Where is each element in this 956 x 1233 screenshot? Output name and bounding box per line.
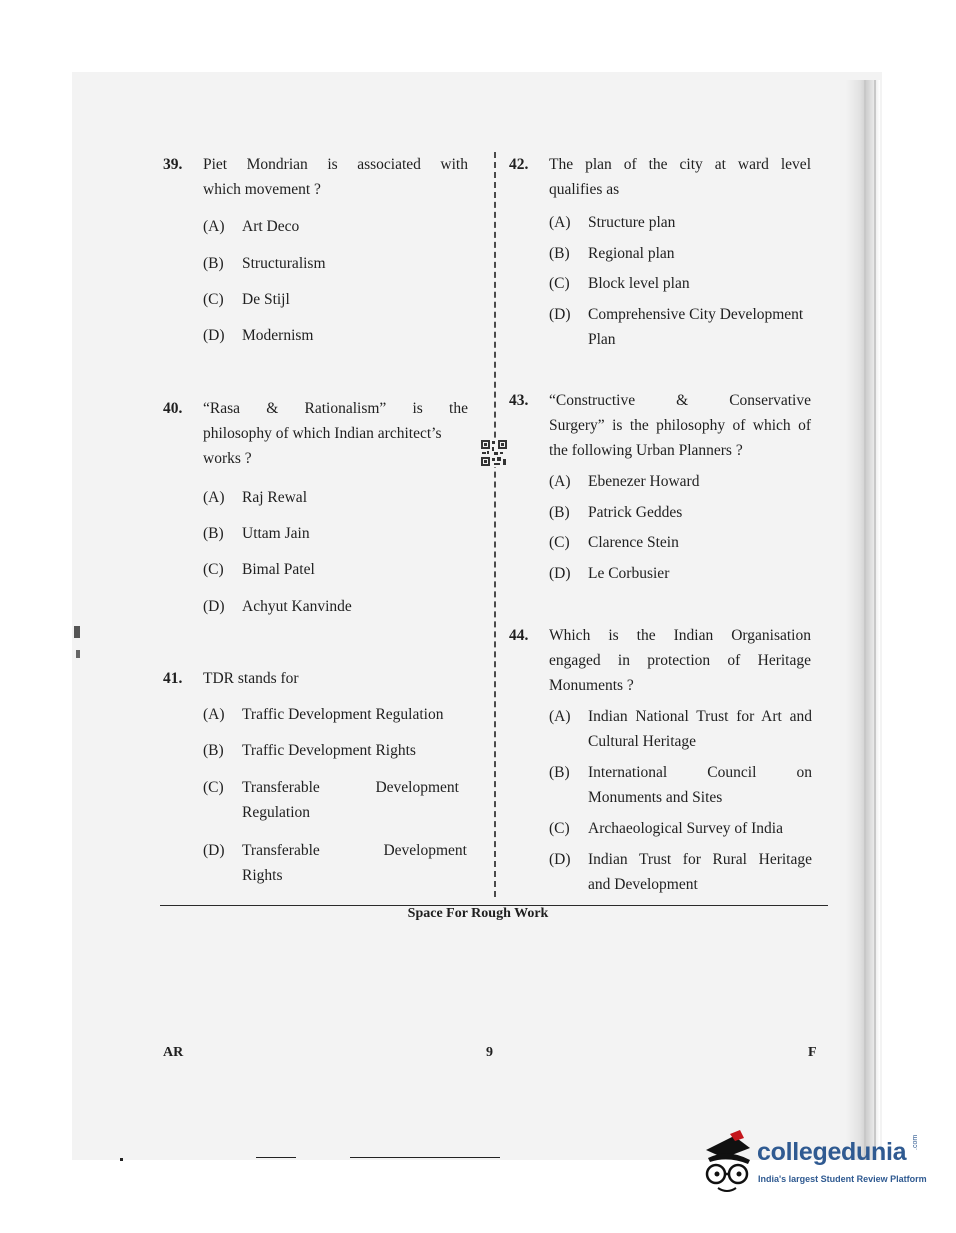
option-label: (D): [203, 327, 225, 344]
column-divider: [494, 152, 496, 897]
scanned-page: [72, 72, 882, 1160]
option-text: Uttam Jain: [242, 525, 310, 542]
option-line: Transferable Development: [242, 842, 467, 859]
question-text: [549, 623, 811, 698]
option-line: Cultural Heritage: [588, 733, 697, 750]
option-text: Le Corbusier: [588, 565, 670, 582]
option-label: (C): [203, 291, 224, 308]
option-label: (A): [549, 708, 571, 725]
question-number: 40.: [163, 400, 183, 417]
option-label: (D): [203, 842, 225, 859]
option-text: Clarence Stein: [588, 534, 679, 551]
option-label: (D): [549, 565, 571, 582]
option-text: Structure plan: [588, 214, 676, 231]
option-text: [242, 775, 459, 825]
question-number: 39.: [163, 156, 183, 173]
option-label: (D): [203, 598, 225, 615]
question-line: qualifies as: [549, 181, 620, 198]
option-label: (D): [549, 306, 571, 323]
option-label: (B): [549, 245, 570, 262]
scan-mark: [256, 1157, 296, 1158]
question-text: [203, 396, 468, 471]
option-text: Block level plan: [588, 275, 690, 292]
question-line: “Constructive & Conservative: [549, 392, 811, 409]
option-text: Traffic Development Rights: [242, 742, 416, 759]
option-label: (A): [549, 214, 571, 231]
option-label: (B): [549, 764, 570, 781]
option-label: (C): [549, 275, 570, 292]
option-text: Traffic Development Regulation: [242, 706, 444, 723]
option-text: Art Deco: [242, 218, 300, 235]
question-line: Which is the Indian Organisation: [549, 627, 811, 644]
option-label: (B): [549, 504, 570, 521]
brand-tagline: India's largest Student Review Platform: [758, 1174, 927, 1184]
option-line: Comprehensive City Development: [588, 306, 804, 323]
question-line: TDR stands for: [203, 670, 299, 687]
option-text: Bimal Patel: [242, 561, 315, 578]
option-text: Achyut Kanvinde: [242, 598, 352, 615]
option-text: [588, 847, 812, 897]
option-label: (A): [549, 473, 571, 490]
question-text: [203, 666, 468, 691]
option-label: (B): [203, 255, 224, 272]
option-line: Regulation: [242, 804, 311, 821]
option-line: Indian National Trust for Art and: [588, 708, 812, 725]
page-edge-line: [864, 80, 866, 1160]
option-line: Transferable Development: [242, 779, 459, 796]
option-label: (C): [549, 820, 570, 837]
option-label: (C): [203, 561, 224, 578]
question-line: engaged in protection of Heritage: [549, 652, 811, 669]
question-line: “Rasa & Rationalism” is the: [203, 400, 468, 417]
question-line: Surgery” is the philosophy of which of: [549, 417, 811, 434]
option-text: Ebenezer Howard: [588, 473, 700, 490]
question-line: The plan of the city at ward level: [549, 156, 811, 173]
option-line: Indian Trust for Rural Heritage: [588, 851, 812, 868]
footer-series: F: [808, 1045, 817, 1060]
option-line: and Development: [588, 876, 698, 893]
question-text: [549, 388, 811, 463]
scan-mark: [120, 1158, 123, 1161]
question-number: 44.: [509, 627, 529, 644]
scan-mark: [76, 650, 80, 658]
option-line: Monuments and Sites: [588, 789, 723, 806]
option-text: [588, 302, 821, 352]
option-text: [242, 838, 467, 888]
option-label: (C): [203, 779, 224, 796]
question-line: which movement ?: [203, 181, 321, 198]
page-number: 9: [486, 1045, 493, 1060]
option-text: Patrick Geddes: [588, 504, 683, 521]
option-label: (A): [203, 706, 225, 723]
brand-domain-suffix: .com: [912, 1134, 919, 1150]
option-label: (A): [203, 218, 225, 235]
brand-name: collegedunia: [757, 1138, 907, 1166]
option-label: (C): [549, 534, 570, 551]
question-text: [549, 152, 811, 202]
qr-code-icon: [480, 439, 508, 467]
option-line: Plan: [588, 331, 616, 348]
page-edge-line: [874, 80, 876, 1160]
option-label: (B): [203, 525, 224, 542]
option-text: Structuralism: [242, 255, 326, 272]
option-line: Rights: [242, 867, 283, 884]
option-text: De Stijl: [242, 291, 290, 308]
question-line: Monuments ?: [549, 677, 634, 694]
question-line: the following Urban Planners ?: [549, 442, 743, 459]
footer-code: AR: [163, 1045, 184, 1060]
option-text: Modernism: [242, 327, 314, 344]
question-line: philosophy of which Indian architect’s: [203, 425, 442, 442]
question-number: 41.: [163, 670, 183, 687]
rough-work-label: Space For Rough Work: [407, 906, 549, 921]
option-text: [588, 704, 812, 754]
option-label: (D): [549, 851, 571, 868]
question-text: [203, 152, 468, 202]
option-text: [588, 760, 812, 810]
option-text: Regional plan: [588, 245, 675, 262]
scan-mark: [74, 626, 80, 638]
option-text: Archaeological Survey of India: [588, 820, 783, 837]
option-label: (B): [203, 742, 224, 759]
option-label: (A): [203, 489, 225, 506]
scan-mark: [350, 1157, 500, 1158]
option-line: International Council on: [588, 764, 812, 781]
question-number: 42.: [509, 156, 529, 173]
question-line: works ?: [203, 450, 252, 467]
question-number: 43.: [509, 392, 529, 409]
question-line: Piet Mondrian is associated with: [203, 156, 468, 173]
option-text: Raj Rewal: [242, 489, 307, 506]
